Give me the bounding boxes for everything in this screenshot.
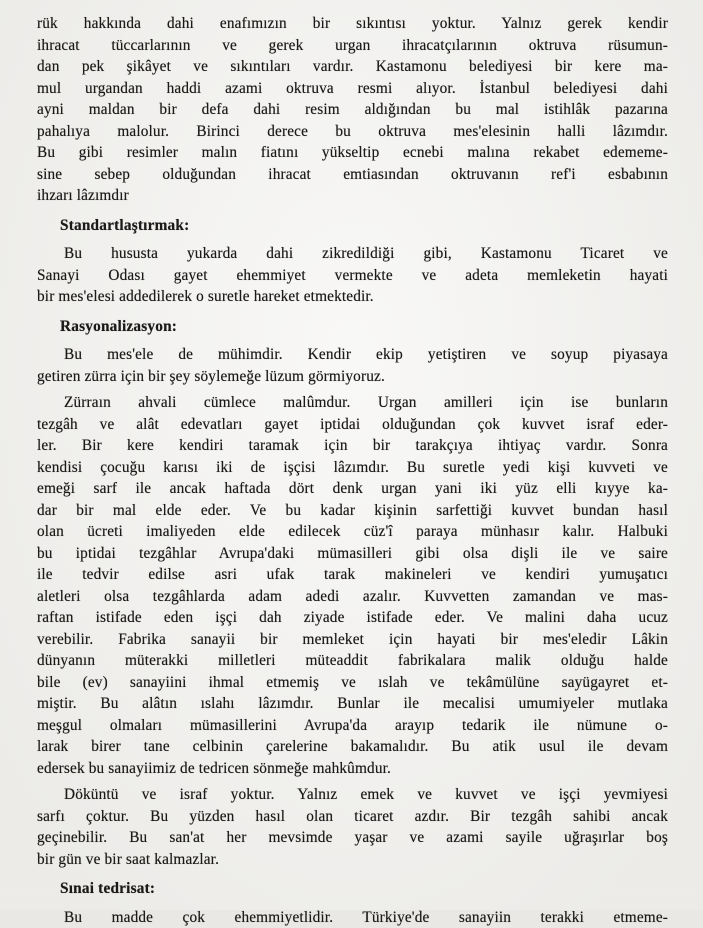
text-line: aletleri olsa tezgâhlarda adam adedi azalır. Kuvvetten zamandan ve mas- xyxy=(37,586,668,608)
text-line: bile (ev) sanayiini ihmal etmemiş ve ıslah ve tekâmülüne sayügayret et- xyxy=(37,672,668,694)
section-heading: Standartlaştırmak: xyxy=(37,215,668,237)
section-heading: Sınai tedrisat: xyxy=(37,878,668,900)
text-line: Bu gibi resimler malın fiatını yükseltip ecnebi malına rekabet edememe- xyxy=(37,142,668,164)
text-line: ile tedvir edilse asri ufak tarak makineleri ve kendiri yumuşatıcı xyxy=(37,564,668,586)
text-line: dünyanın müterakki milletleri müteaddit fabrikalara malik olduğu halde xyxy=(37,650,668,672)
text-line: bir gün ve bir saat kalmazlar. xyxy=(37,849,668,871)
text-line: miştir. Bu alâtın ıslahı lâzımdır. Bunlar ile mecalisi umumiyeler mutlaka xyxy=(37,693,668,715)
text-line: Sanayi Odası gayet ehemmiyet vermekte ve adeta memleketin hayati xyxy=(37,265,668,287)
text-line: ayni maldan bir defa dahi resim aldığından bu mal istihlâk pazarına xyxy=(37,99,668,121)
text-line: sine sebep olduğundan ihracat emtiasından oktruvanın ref'i esbabının xyxy=(37,164,668,186)
text-line: dar bir mal elde eder. Ve bu kadar kişinin sarfettiği kuvvet bundan hasıl xyxy=(37,500,668,522)
text-line: Bu mes'ele de mühimdir. Kendir ekip yetiştiren ve soyup piyasaya xyxy=(37,344,668,366)
text-line: pahalıya malolur. Birinci derece bu oktruva mes'elesinin halli lâzımdır. xyxy=(37,121,668,143)
text-line: emeği sarf ile ancak haftada dört denk urgan yani iki yüz elli kıyye ka- xyxy=(37,478,668,500)
text-line: larak birer tane celbinin çarelerine bakamalıdır. Bu atik usul ile devam xyxy=(37,736,668,758)
text-line: sarfı çoktur. Bu yüzden hasıl olan ticaret azdır. Bir tezgâh sahibi ancak xyxy=(37,806,668,828)
text-line: dan pek şikâyet ve sıkıntıları vardır. Kastamonu belediyesi bir kere ma- xyxy=(37,56,668,78)
section-heading: Rasyonalizasyon: xyxy=(37,316,668,338)
text-line: kendisi çocuğu karısı iki de işçisi lâzımdır. Bu suretle yedi kişi kuvveti ve xyxy=(37,457,668,479)
text-column xyxy=(37,13,668,928)
text-line: Döküntü ve israf yoktur. Yalnız emek ve kuvvet ve işçi yevmiyesi xyxy=(37,784,668,806)
text-line: Zürraın ahvali cümlece malûmdur. Urgan amilleri için ise bunların xyxy=(37,392,668,414)
paragraph xyxy=(37,344,668,387)
text-line: mul urgandan haddi azami oktruva resmi alıyor. İstanbul belediyesi dahi xyxy=(37,78,668,100)
paragraph xyxy=(37,13,668,207)
text-line: ihracat tüccarlarının ve gerek urgan ihracatçılarının oktruva rüsumun- xyxy=(37,35,668,57)
text-line: geçinebilir. Bu san'at her mevsimde yaşar ve azami sayile uğraşırlar boş xyxy=(37,827,668,849)
paragraph xyxy=(37,907,668,928)
text-line: bu iptidai tezgâhlar Avrupa'daki mümasilleri gibi olsa dişli ile ve saire xyxy=(37,543,668,565)
text-line: raftan istifade eden işçi dah ziyade istifade eder. Ve malini daha ucuz xyxy=(37,607,668,629)
text-line: rük hakkında dahi enafımızın bir sıkıntısı yoktur. Yalnız gerek kendir xyxy=(37,13,668,35)
text-line: bir mes'elesi addedilerek o suretle hareket etmektedir. xyxy=(37,286,668,308)
text-line: ihzarı lâzımdır xyxy=(37,185,668,207)
paragraph xyxy=(37,392,668,779)
text-line: ler. Bir kere kendiri taramak için bir tarakçıya ihtiyaç vardır. Sonra xyxy=(37,435,668,457)
text-line: getiren zürra için bir şey söylemeğe lüzum görmiyoruz. xyxy=(37,366,668,388)
text-line: edersek bu sanayiimiz de tedricen sönmeğe mahkûmdur. xyxy=(37,758,668,780)
text-line: tezgâh ve alât edevatları gayet iptidai olduğundan çok kuvvet israf eder- xyxy=(37,414,668,436)
text-line: olan ücreti imaliyeden elde edilecek cüz'î paraya münhasır kalır. Halbuki xyxy=(37,521,668,543)
paragraph xyxy=(37,243,668,308)
text-line: Bu hususta yukarda dahi zikredildiği gibi, Kastamonu Ticaret ve xyxy=(37,243,668,265)
text-line: verebilir. Fabrika sanayii bir memleket için hayati bir mes'eledir Lâkin xyxy=(37,629,668,651)
text-line: Bu madde çok ehemmiyetlidir. Türkiye'de sanayiin terakki etmeme- xyxy=(37,907,668,928)
text-line: meşgul olmaları mümasillerini Avrupa'da arayıp tedarik ile nümune o- xyxy=(37,715,668,737)
paragraph xyxy=(37,784,668,870)
